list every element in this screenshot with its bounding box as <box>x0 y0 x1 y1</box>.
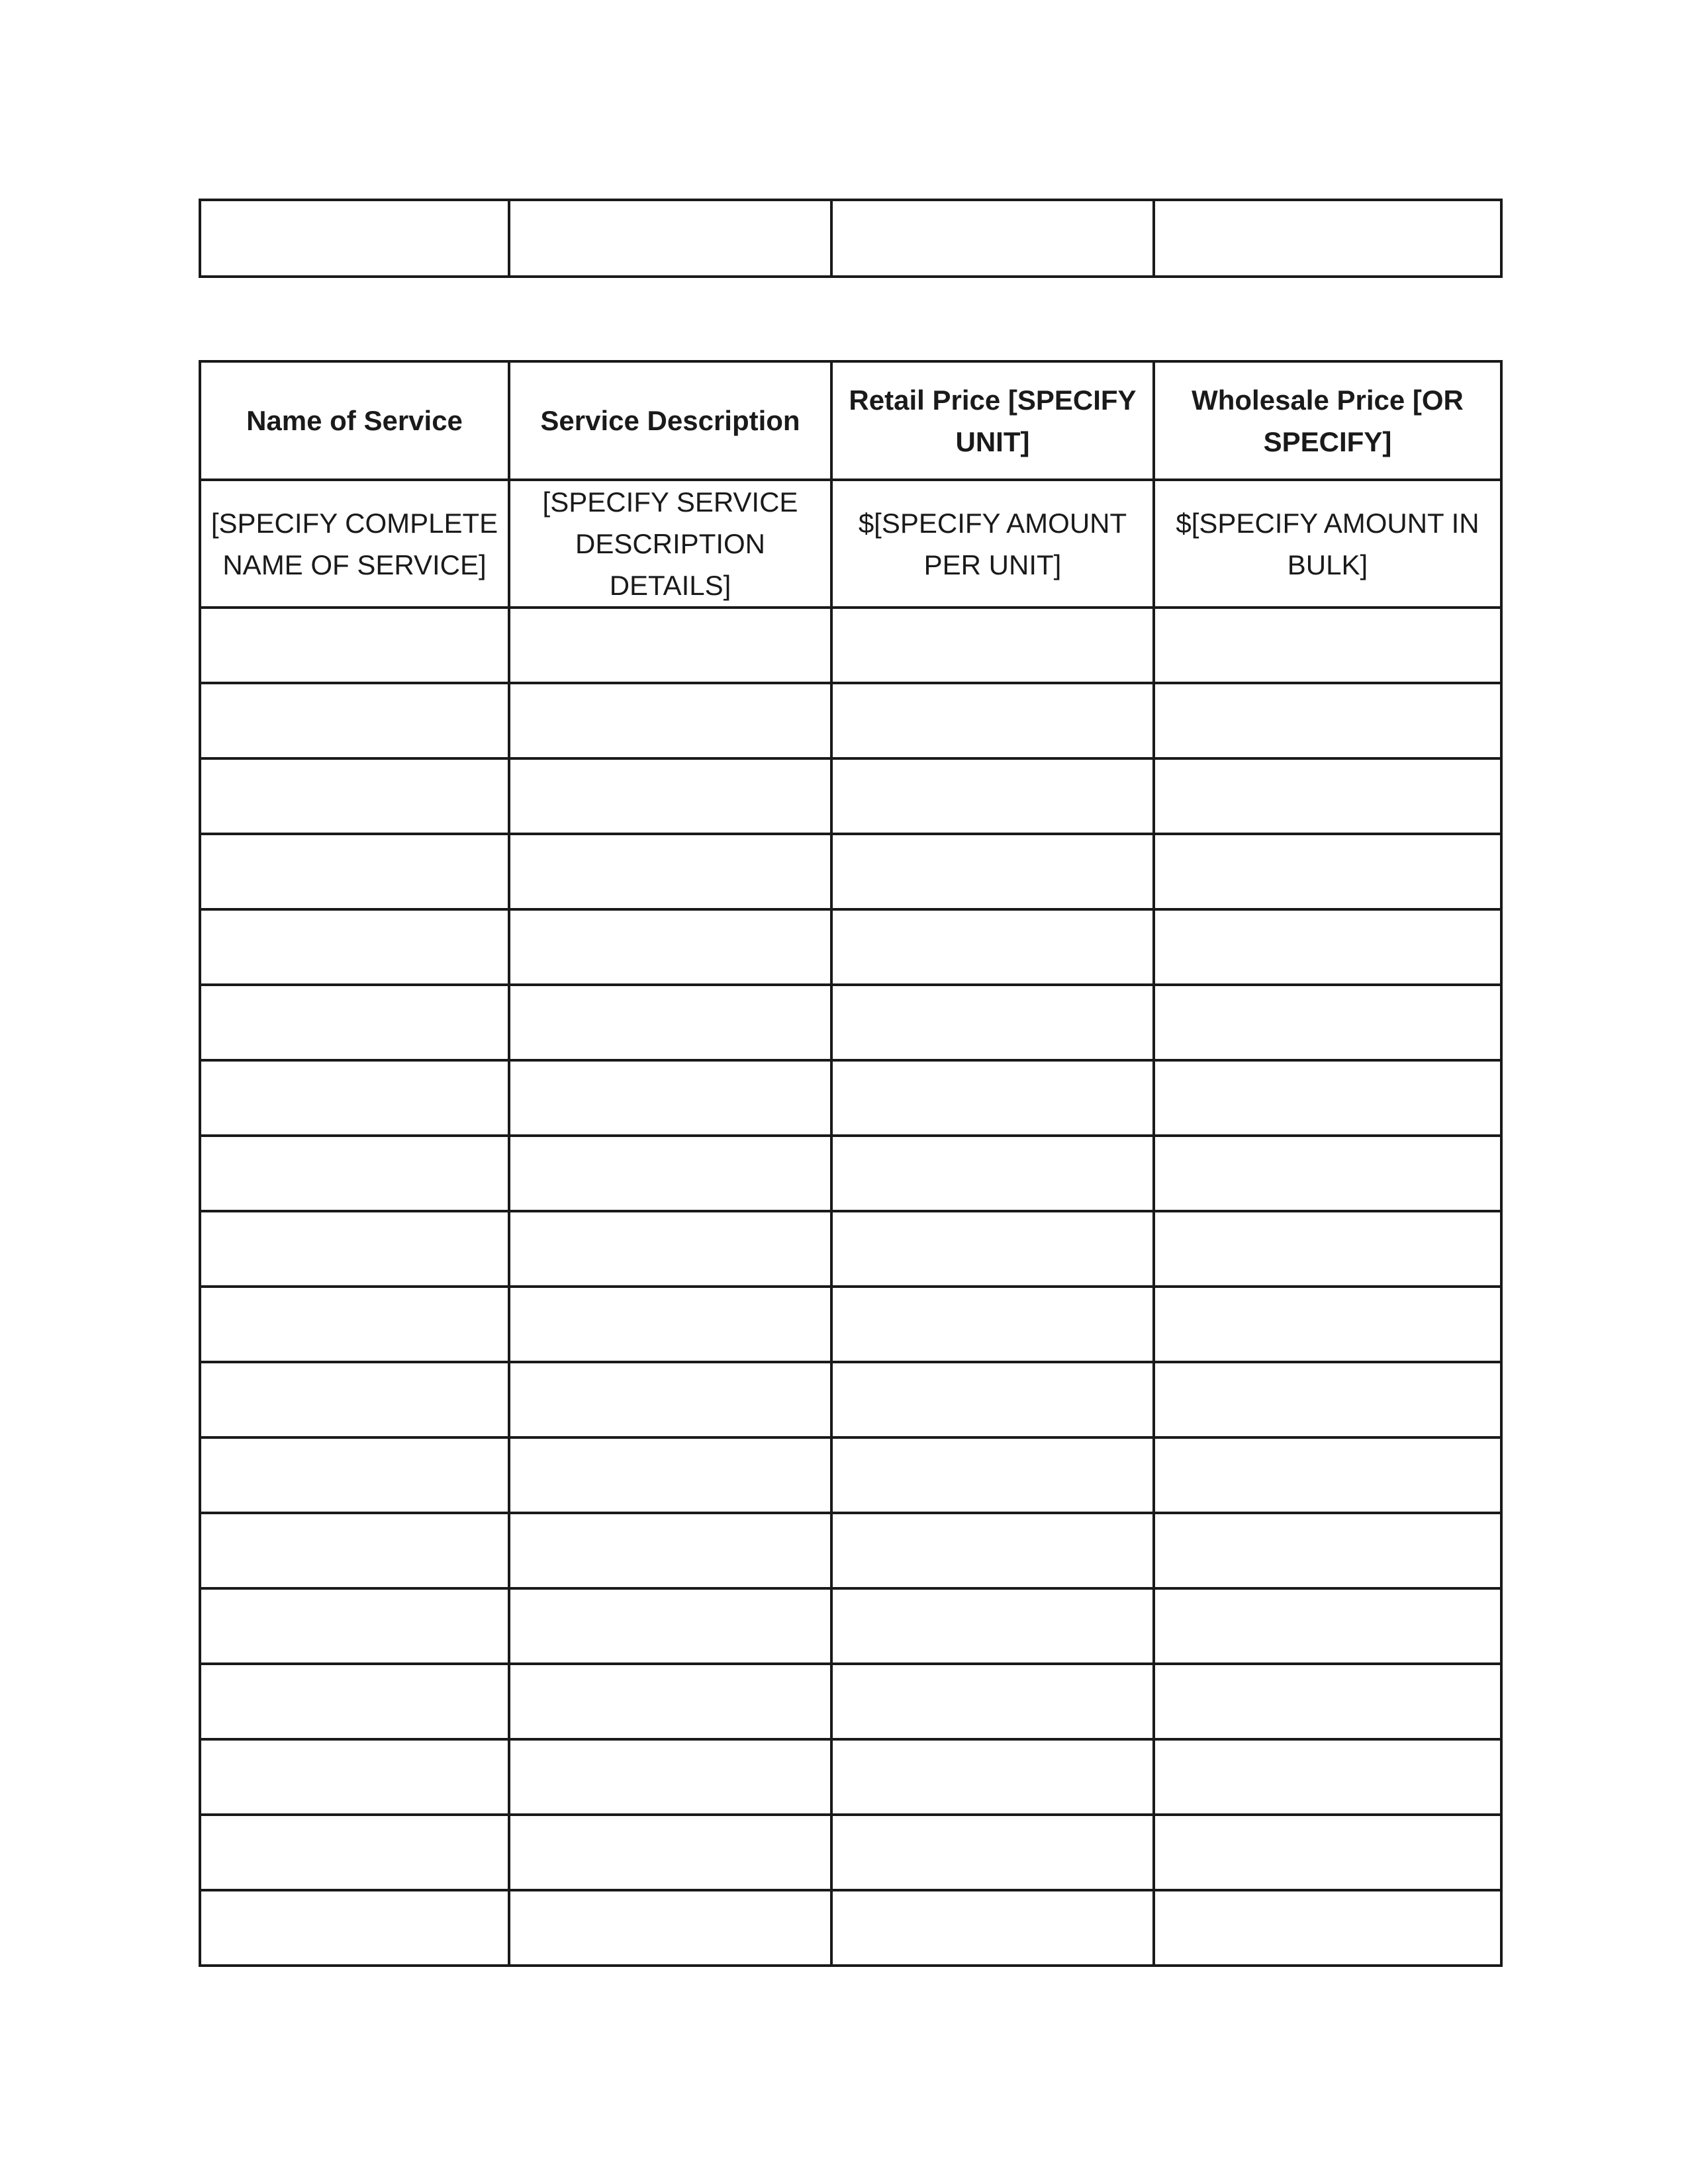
table-cell[interactable] <box>200 683 509 758</box>
table-row <box>200 1588 1501 1664</box>
table-cell[interactable] <box>509 683 831 758</box>
table-cell[interactable] <box>200 1815 509 1890</box>
table-cell[interactable] <box>200 834 509 909</box>
table-cell[interactable] <box>1154 1136 1501 1211</box>
table-row <box>200 1437 1501 1513</box>
top-table-cell[interactable] <box>509 200 831 277</box>
cell-wholesale-price[interactable]: $[SPECIFY AMOUNT IN BULK] <box>1154 480 1501 608</box>
table-row <box>200 1136 1501 1211</box>
table-cell[interactable] <box>509 758 831 834</box>
table-cell[interactable] <box>200 608 509 683</box>
table-cell[interactable] <box>509 608 831 683</box>
table-cell[interactable] <box>509 1287 831 1362</box>
table-row <box>200 683 1501 758</box>
table-cell[interactable] <box>831 985 1154 1060</box>
table-cell[interactable] <box>200 1211 509 1287</box>
table-cell[interactable] <box>1154 1513 1501 1588</box>
top-table-row <box>200 200 1501 277</box>
table-cell[interactable] <box>1154 1890 1501 1966</box>
table-cell[interactable] <box>1154 985 1501 1060</box>
table-cell[interactable] <box>200 1664 509 1739</box>
table-cell[interactable] <box>831 608 1154 683</box>
table-row <box>200 985 1501 1060</box>
header-retail-price: Retail Price [SPECIFY UNIT] <box>831 361 1154 480</box>
table-cell[interactable] <box>200 1890 509 1966</box>
table-cell[interactable] <box>1154 1815 1501 1890</box>
table-cell[interactable] <box>509 985 831 1060</box>
table-header-row <box>200 361 1501 480</box>
table-row <box>200 1060 1501 1136</box>
table-cell[interactable] <box>831 1287 1154 1362</box>
table-cell[interactable] <box>1154 1664 1501 1739</box>
table-cell[interactable] <box>200 1739 509 1815</box>
service-price-table <box>199 360 1503 1967</box>
table-cell[interactable] <box>509 1437 831 1513</box>
table-cell[interactable] <box>509 1211 831 1287</box>
table-cell[interactable] <box>200 1136 509 1211</box>
cell-service-description[interactable]: [SPECIFY SERVICE DESCRIPTION DETAILS] <box>509 480 831 608</box>
table-row <box>200 1739 1501 1815</box>
table-cell[interactable] <box>831 834 1154 909</box>
table-cell[interactable] <box>1154 1588 1501 1664</box>
table-cell[interactable] <box>1154 608 1501 683</box>
table-cell[interactable] <box>509 1890 831 1966</box>
table-cell[interactable] <box>200 985 509 1060</box>
table-cell[interactable] <box>831 1060 1154 1136</box>
cell-retail-price[interactable]: $[SPECIFY AMOUNT PER UNIT] <box>831 480 1154 608</box>
table-cell[interactable] <box>831 758 1154 834</box>
table-cell[interactable] <box>831 1437 1154 1513</box>
table-row <box>200 1513 1501 1588</box>
table-cell[interactable] <box>509 909 831 985</box>
table-cell[interactable] <box>1154 1060 1501 1136</box>
table-cell[interactable] <box>1154 1437 1501 1513</box>
header-wholesale-price: Wholesale Price [OR SPECIFY] <box>1154 361 1501 480</box>
table-row <box>200 758 1501 834</box>
sample-service-row <box>200 480 1501 608</box>
table-cell[interactable] <box>831 1739 1154 1815</box>
table-cell[interactable] <box>200 1060 509 1136</box>
table-cell[interactable] <box>831 1211 1154 1287</box>
table-cell[interactable] <box>509 834 831 909</box>
table-cell[interactable] <box>509 1739 831 1815</box>
table-row <box>200 1664 1501 1739</box>
table-row <box>200 1890 1501 1966</box>
table-cell[interactable] <box>509 1060 831 1136</box>
table-cell[interactable] <box>200 1287 509 1362</box>
top-table-cell[interactable] <box>1154 200 1501 277</box>
table-cell[interactable] <box>200 1513 509 1588</box>
table-cell[interactable] <box>831 1815 1154 1890</box>
table-cell[interactable] <box>509 1815 831 1890</box>
top-blank-table <box>199 199 1503 278</box>
table-cell[interactable] <box>1154 1287 1501 1362</box>
table-cell[interactable] <box>200 1588 509 1664</box>
table-row <box>200 1211 1501 1287</box>
top-table-cell[interactable] <box>831 200 1154 277</box>
table-row <box>200 909 1501 985</box>
table-cell[interactable] <box>831 909 1154 985</box>
table-cell[interactable] <box>1154 1211 1501 1287</box>
table-cell[interactable] <box>1154 683 1501 758</box>
table-cell[interactable] <box>831 1664 1154 1739</box>
table-cell[interactable] <box>831 1588 1154 1664</box>
table-cell[interactable] <box>200 1437 509 1513</box>
table-cell[interactable] <box>509 1588 831 1664</box>
table-cell[interactable] <box>831 1362 1154 1437</box>
table-cell[interactable] <box>509 1362 831 1437</box>
table-row <box>200 1287 1501 1362</box>
table-cell[interactable] <box>1154 1362 1501 1437</box>
header-name-of-service: Name of Service <box>200 361 509 480</box>
header-service-description: Service Description <box>509 361 831 480</box>
table-cell[interactable] <box>509 1136 831 1211</box>
table-cell[interactable] <box>509 1664 831 1739</box>
table-cell[interactable] <box>831 1513 1154 1588</box>
table-cell[interactable] <box>1154 758 1501 834</box>
cell-service-name[interactable]: [SPECIFY COMPLETE NAME OF SERVICE] <box>200 480 509 608</box>
table-cell[interactable] <box>831 1890 1154 1966</box>
top-table-cell[interactable] <box>200 200 509 277</box>
table-cell[interactable] <box>1154 909 1501 985</box>
table-cell[interactable] <box>1154 834 1501 909</box>
table-row <box>200 834 1501 909</box>
table-cell[interactable] <box>831 683 1154 758</box>
table-cell[interactable] <box>200 758 509 834</box>
table-cell[interactable] <box>200 909 509 985</box>
table-cell[interactable] <box>200 1362 509 1437</box>
table-cell[interactable] <box>509 1513 831 1588</box>
table-cell[interactable] <box>1154 1739 1501 1815</box>
table-row <box>200 608 1501 683</box>
table-row <box>200 1362 1501 1437</box>
table-row <box>200 1815 1501 1890</box>
table-cell[interactable] <box>831 1136 1154 1211</box>
